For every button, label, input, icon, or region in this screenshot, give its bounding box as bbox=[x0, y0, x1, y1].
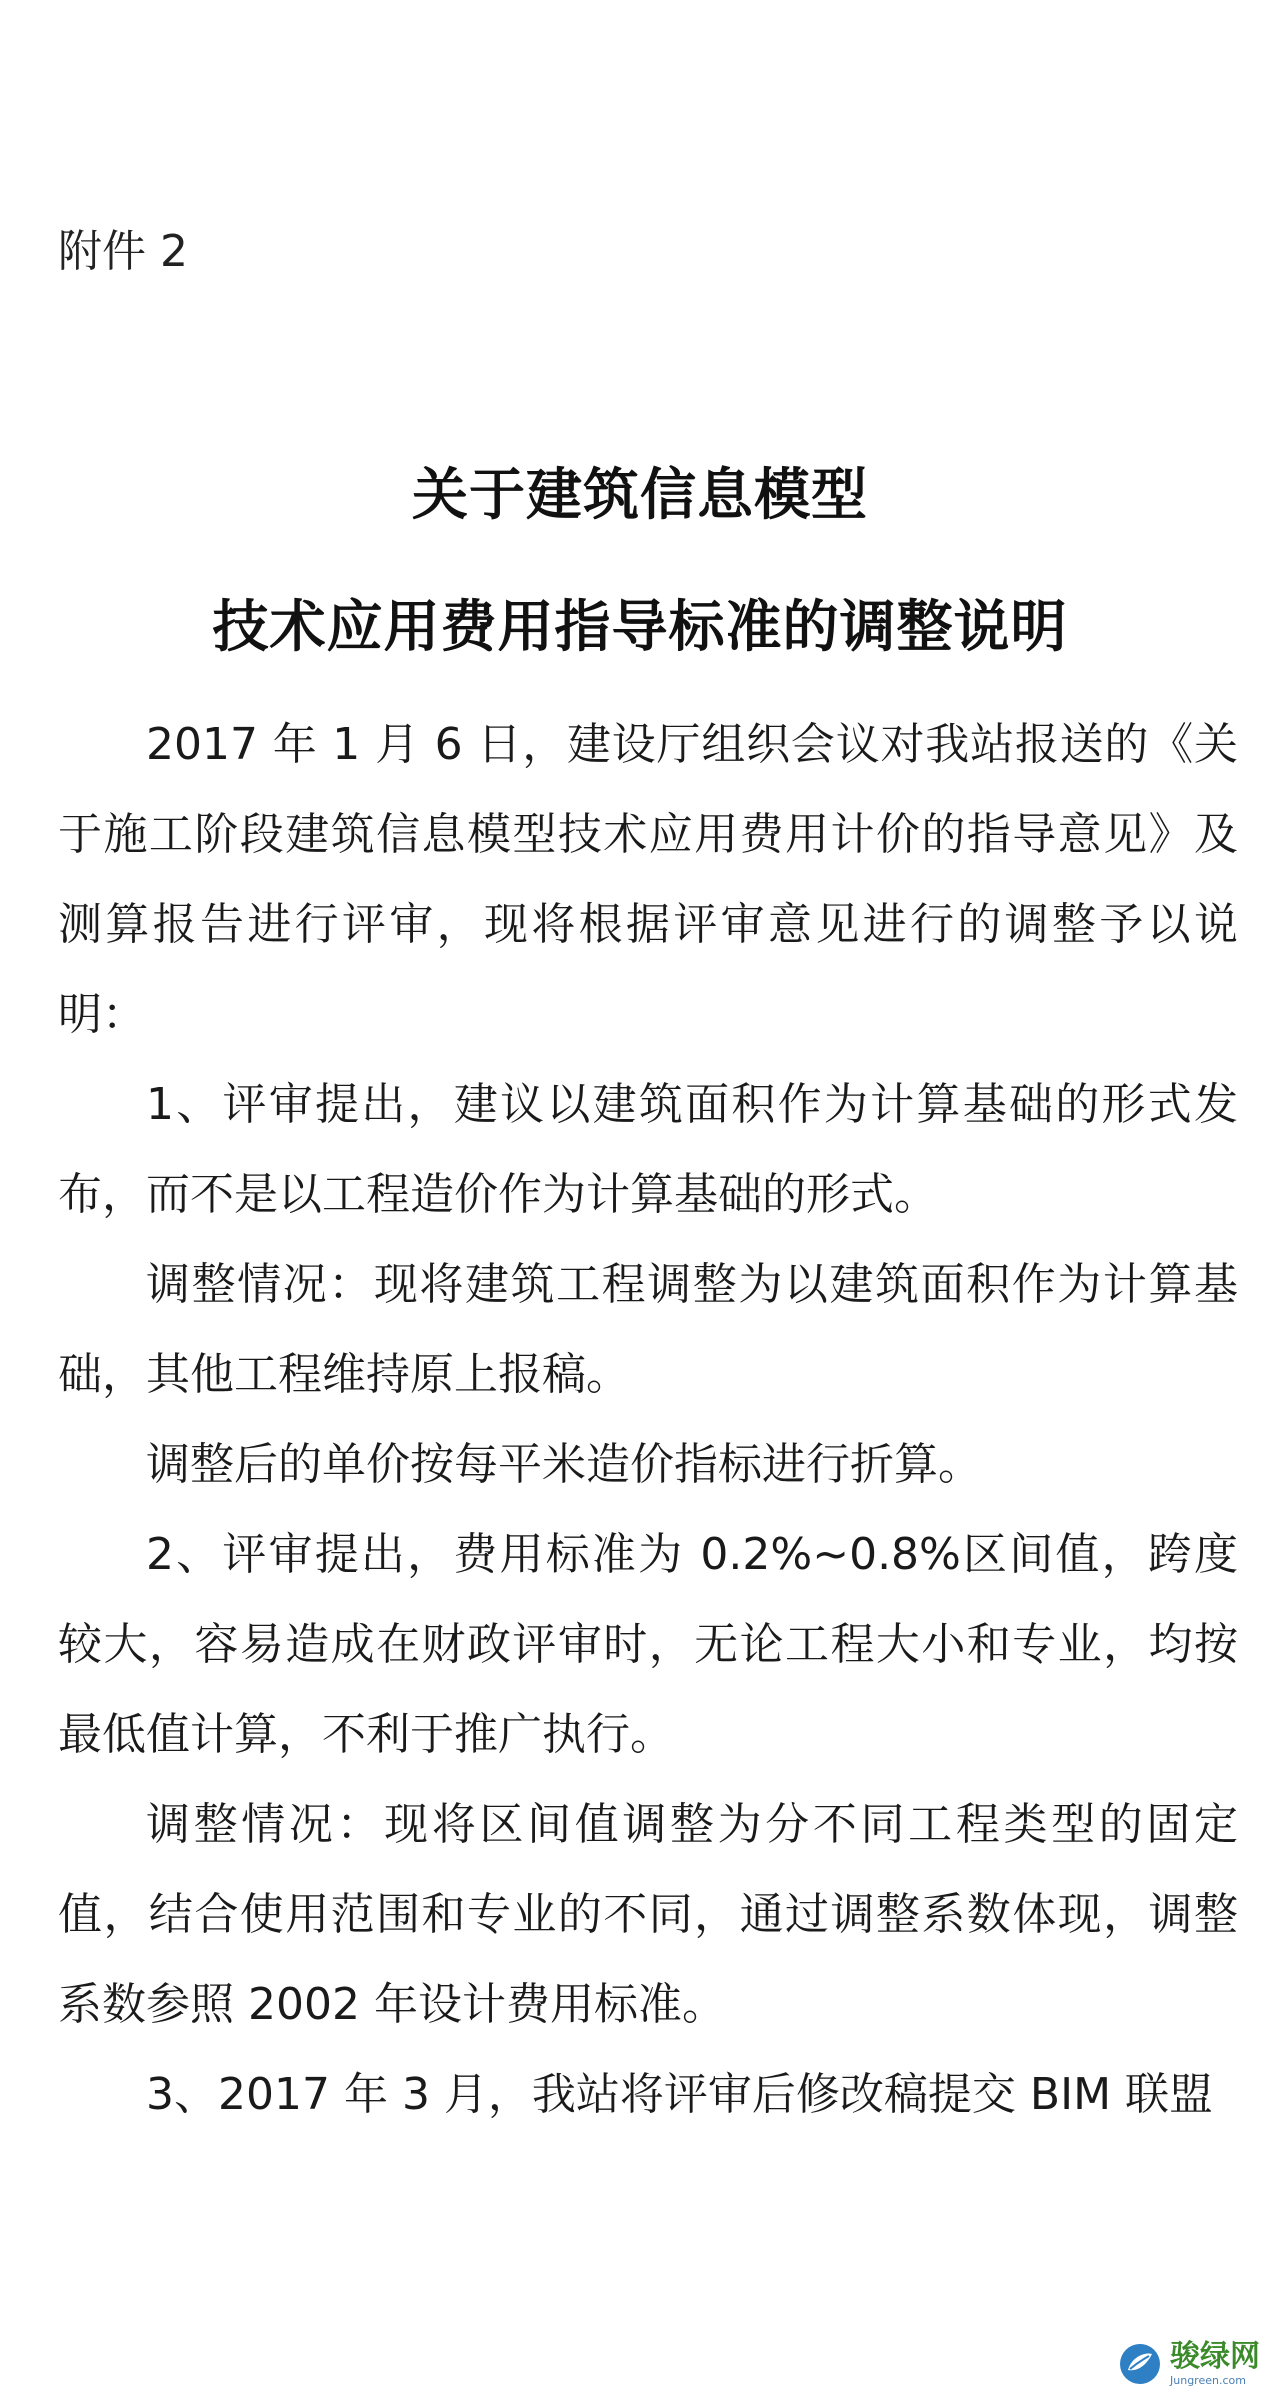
watermark-url: Jungreen.com bbox=[1170, 2374, 1246, 2387]
paragraph-adjustment-1: 调整情况：现将建筑工程调整为以建筑面积作为计算基础，其他工程维持原上报稿。 bbox=[58, 1259, 1238, 1400]
paragraph-adjustment-2: 调整情况：现将区间值调整为分不同工程类型的固定值，结合使用范围和专业的不同，通过调整系数体现，调整系数参照 2002 年设计费用标准。 bbox=[58, 1799, 1238, 2030]
document-body bbox=[58, 700, 1238, 2140]
watermark bbox=[1118, 2339, 1260, 2387]
paragraph-intro: 2017 年 1 月 6 日，建设厅组织会议对我站报送的《关于施工阶段建筑信息模型技术应用费用计价的指导意见》及测算报告进行评审，现将根据评审意见进行的调整予以说明： bbox=[58, 719, 1238, 1040]
paragraph-unit-price: 调整后的单价按每平米造价指标进行折算。 bbox=[146, 1439, 982, 1490]
attachment-label: 附件 2 bbox=[58, 226, 188, 277]
document-title-line-1: 关于建筑信息模型 bbox=[412, 463, 868, 528]
watermark-text bbox=[1170, 2339, 1260, 2387]
paragraph-item-2: 2、评审提出，费用标准为 0.2%~0.8%区间值，跨度较大，容易造成在财政评审时，无论工程大小和专业，均按最低值计算，不利于推广执行。 bbox=[58, 1529, 1238, 1760]
paragraph-item-1: 1、评审提出，建议以建筑面积作为计算基础的形式发布，而不是以工程造价作为计算基础的形式。 bbox=[58, 1079, 1238, 1220]
paragraph-item-3: 3、2017 年 3 月，我站将评审后修改稿提交 BIM 联盟 bbox=[146, 2069, 1214, 2120]
document-title-line-2: 技术应用费用指导标准的调整说明 bbox=[212, 595, 1068, 660]
leaf-logo-icon bbox=[1118, 2342, 1162, 2386]
watermark-name: 骏绿网 bbox=[1170, 2339, 1260, 2374]
